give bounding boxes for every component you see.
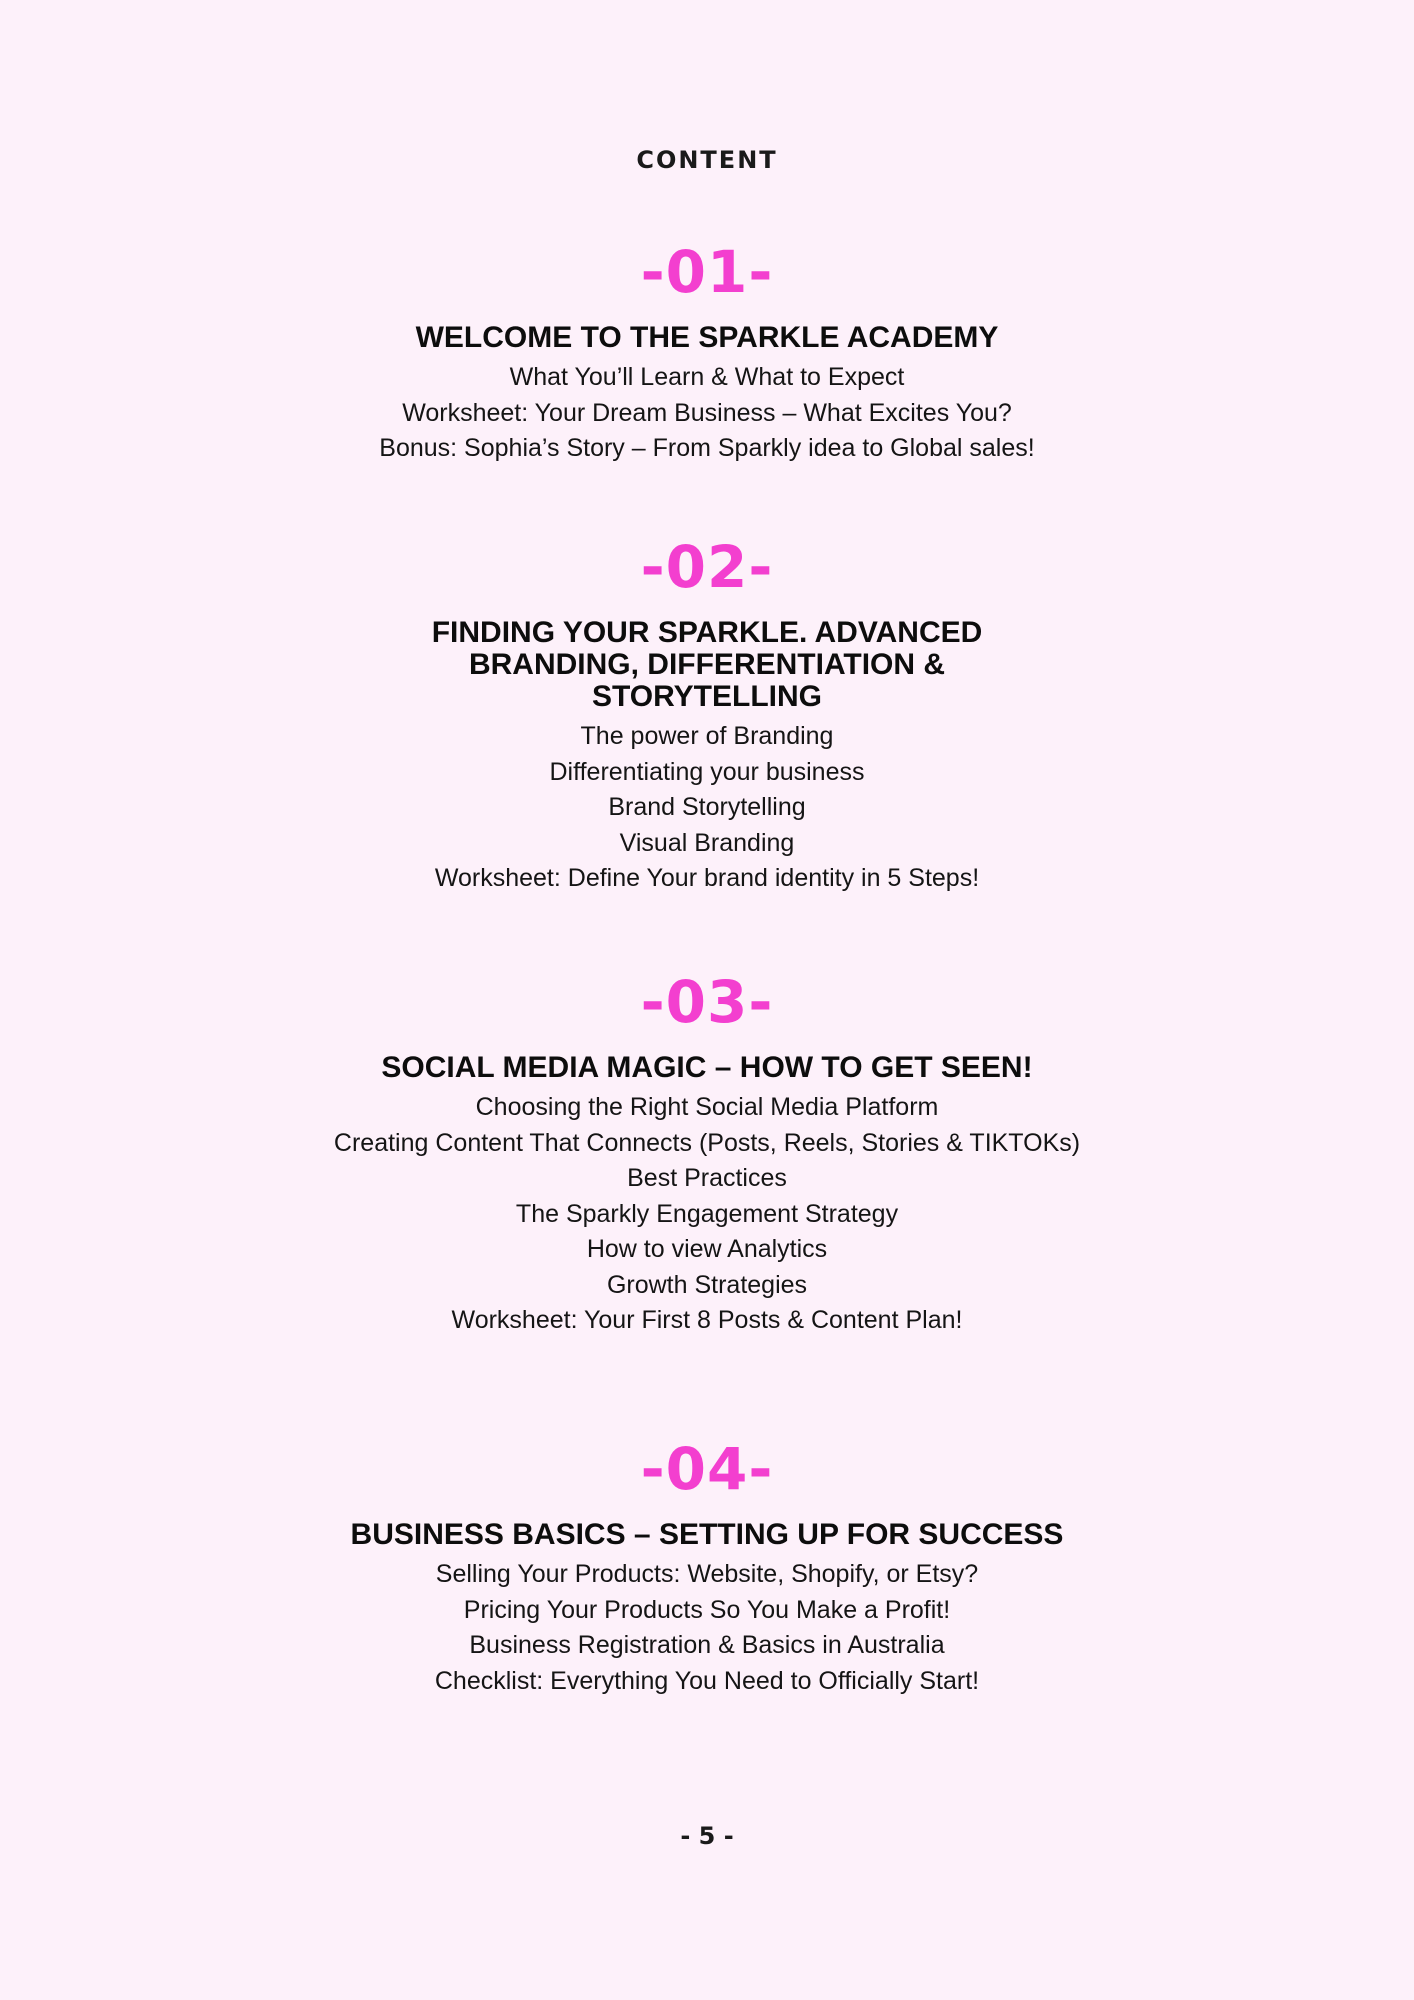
section-item-list bbox=[0, 719, 1414, 897]
list-item: Business Registration & Basics in Australia bbox=[469, 1631, 945, 1659]
list-item: Worksheet: Your First 8 Posts & Content Plan! bbox=[451, 1306, 963, 1334]
list-item: Selling Your Products: Website, Shopify, or Etsy? bbox=[435, 1560, 979, 1588]
list-item: The Sparkly Engagement Strategy bbox=[515, 1199, 899, 1228]
section-02 bbox=[0, 535, 1414, 897]
section-number: -04- bbox=[640, 1435, 774, 1503]
list-item: Differentiating your business bbox=[549, 757, 865, 786]
section-number: -03- bbox=[640, 968, 774, 1036]
list-item: How to view Analytics bbox=[586, 1235, 828, 1263]
list-item: Growth Strategies bbox=[606, 1270, 808, 1299]
list-item: Checklist: Everything You Need to Officially Start! bbox=[434, 1666, 980, 1695]
list-item: Visual Branding bbox=[619, 828, 795, 857]
section-01 bbox=[0, 240, 1414, 467]
list-item: Creating Content That Connects (Posts, Reels, Stories & TIKTOKs) bbox=[333, 1128, 1081, 1157]
list-item: What You’ll Learn & What to Expect bbox=[509, 363, 905, 391]
section-04 bbox=[0, 1437, 1414, 1699]
list-item: Pricing Your Products So You Make a Profit! bbox=[463, 1595, 951, 1624]
section-title: FINDING YOUR SPARKLE. ADVANCED BRANDING, DIFFERENTIATION & STORYTELLING bbox=[431, 616, 983, 713]
section-03 bbox=[0, 970, 1414, 1339]
section-title: SOCIAL MEDIA MAGIC – HOW TO GET SEEN! bbox=[381, 1051, 1033, 1084]
list-item: Worksheet: Define Your brand identity in 5 Steps! bbox=[434, 864, 980, 892]
page-heading: CONTENT bbox=[636, 146, 778, 174]
page-number: - 5 - bbox=[680, 1822, 734, 1850]
list-item: The power of Branding bbox=[580, 722, 834, 750]
section-item-list bbox=[0, 1557, 1414, 1699]
list-item: Bonus: Sophia’s Story – From Sparkly idea to Global sales! bbox=[379, 434, 1035, 462]
section-number: -01- bbox=[640, 238, 774, 306]
section-title: WELCOME TO THE SPARKLE ACADEMY bbox=[415, 321, 999, 354]
list-item: Choosing the Right Social Media Platform bbox=[475, 1093, 939, 1121]
section-number: -02- bbox=[640, 533, 774, 601]
section-item-list bbox=[0, 360, 1414, 467]
list-item: Best Practices bbox=[627, 1164, 787, 1192]
list-item: Worksheet: Your Dream Business – What Excites You? bbox=[402, 398, 1012, 427]
list-item: Brand Storytelling bbox=[608, 793, 806, 821]
section-title: BUSINESS BASICS – SETTING UP FOR SUCCESS bbox=[350, 1518, 1064, 1551]
section-item-list bbox=[0, 1090, 1414, 1339]
